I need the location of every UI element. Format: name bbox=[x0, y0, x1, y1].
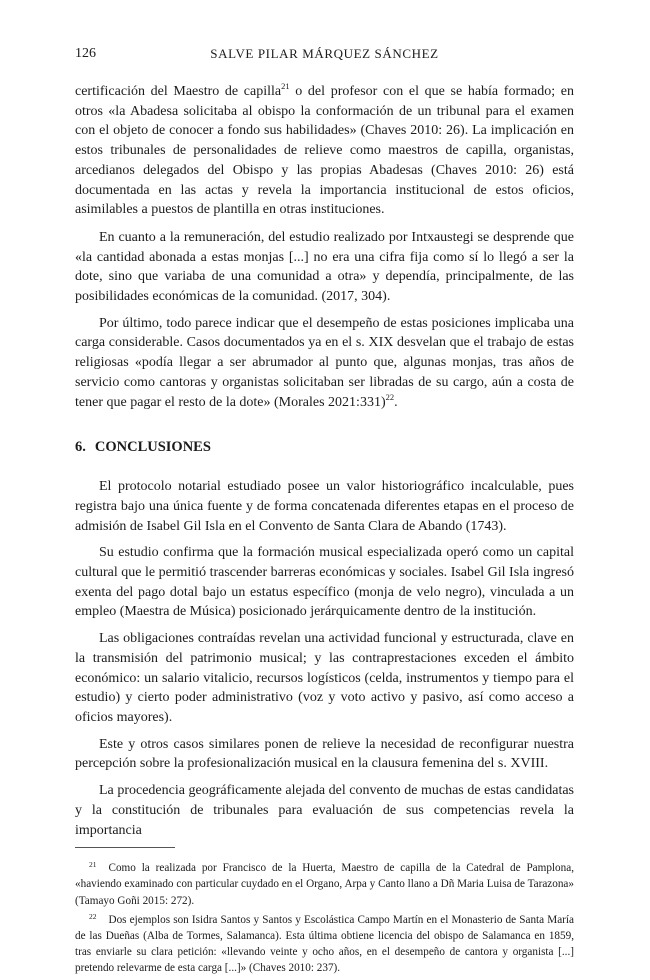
paragraphs-after-section bbox=[75, 477, 574, 840]
conclusion-paragraph: El protocolo notarial estudiado posee un valor historiográfico incalculable, pues registra bajo una única fuente y de forma concatenada diferentes etapas en el proceso de admisión de Isabel Gil Isla en el Convento de Santa Clara de Abando (1743). bbox=[75, 479, 574, 534]
footnote bbox=[75, 860, 574, 909]
footnote-separator bbox=[75, 847, 175, 848]
paragraph-text: certificación del Maestro de capilla bbox=[75, 84, 282, 99]
footnote-reference[interactable]: 22 bbox=[385, 391, 395, 402]
footnotes bbox=[75, 860, 574, 976]
section-number: 6. bbox=[75, 439, 86, 456]
paragraphs-before-section bbox=[75, 82, 574, 412]
page-header bbox=[75, 46, 574, 64]
main-text bbox=[75, 82, 574, 980]
conclusion-paragraph: Las obligaciones contraídas revelan una actividad funcional y estructurada, clave en la transmisión del patrimonio musical; y las contraprestaciones exceden el ámbito económico: un salario vitalicio, recursos logísticos (celda, instrumentos y tiempo para el estudio) y cierto poder administrativo (voz y voto activo y pasivo, así como acceso a oficios mayores). bbox=[75, 631, 574, 725]
section-heading bbox=[75, 439, 574, 456]
paragraph-text: En cuanto a la remuneración, del estudio realizado por Intxaustegi se desprende que «la cantidad abonada a estas monjas [...] no era una cifra fija como sí lo llegó a ser la dote, sino que variaba de una comunidad a otra» y dependía, principalmente, de las posibilidades económicas de la comunidad. (2017, 304). bbox=[75, 229, 574, 305]
conclusion-paragraph: Su estudio confirma que la formación musical especializada operó como un capital cultural que le permitió trascender barreras económicas y sociales. Isabel Gil Isla ingresó exenta del pago dotal bajo un estatus específico (monja de velo negro), vinculada a un empleo (Maestra de Música) posicionado jerárquicamente dentro de la institución. bbox=[75, 545, 574, 620]
paragraph-text: o del profesor con el que se había formado; en otros «la Abadesa solicitaba al obispo la conformación de un tribunal para el examen con el objeto de conocer a fondo sus habilidades» (Chaves 2010: 26). La implicación en estos tribunales de personalidades de relieve como maestros de capilla, organistas, arcedianos delegados del Obispo y las propias Abadesas (Chaves 2010: 26) está documentada en las actas y revela la importancia institucional de estos oficios, asimilables a puestos de plantilla en otras instituciones. bbox=[75, 84, 574, 218]
section-title: CONCLUSIONES bbox=[94, 439, 211, 456]
body-paragraph bbox=[75, 228, 574, 307]
footnote-text: Dos ejemplos son Isidra Santos y Santos y Escolástica Campo Martín en el Monasterio de Santa María de las Dueñas (Alba de Tormes, Salamanca). Esta última obtiene licencia del obispo de Salamanca en 1859, tras enviarle su clara petición: «llevando veinte y ocho años, en el desempeño de cantora y organista [...] pretendo relevarme de esta carga [...]» (Chaves 2010: 237). bbox=[75, 913, 574, 975]
body-paragraph bbox=[75, 314, 574, 413]
running-head: SALVE PILAR MÁRQUEZ SÁNCHEZ bbox=[210, 46, 439, 61]
paragraph-text: . bbox=[394, 394, 398, 410]
footnote-number: 21 bbox=[89, 860, 97, 870]
footnote bbox=[75, 912, 574, 977]
body-paragraph bbox=[75, 82, 574, 220]
page-number: 126 bbox=[75, 46, 96, 61]
footnote-reference[interactable]: 21 bbox=[281, 81, 290, 91]
conclusion-paragraph: Este y otros casos similares ponen de relieve la necesidad de reconfigurar nuestra percepción sobre la profesionalización musical en la clausura femenina del s. XVIII. bbox=[75, 736, 574, 772]
paragraph-text: Por último, todo parece indicar que el desempeño de estas posiciones implicaba una carga considerable. Casos documentados ya en el s. XIX desvelan que el trabajo de estas religiosas «podía llegar a ser abrumador al punto que, algunas monjas, tras años de servicio como cantoras y organistas solicitaban ser libradas de su cargo, aún a costa de tener que pagar el resto de la dote» (Morales 2021:331) bbox=[75, 315, 574, 410]
conclusion-paragraph: La procedencia geográficamente alejada del convento de muchas de estas candidatas y la constitución de tribunales para evaluación de sus competencias revela la importancia bbox=[75, 783, 574, 838]
footnote-text: Como la realizada por Francisco de la Huerta, Maestro de capilla de la Catedral de Pamplona, «haviendo examinado con particular cuydado en el Organo, Arpa y Canto llano a Dñ Maria Luisa de Tarazona» (Tamayo Goñi 2015: 272). bbox=[75, 862, 574, 907]
footnote-number: 22 bbox=[89, 911, 97, 921]
